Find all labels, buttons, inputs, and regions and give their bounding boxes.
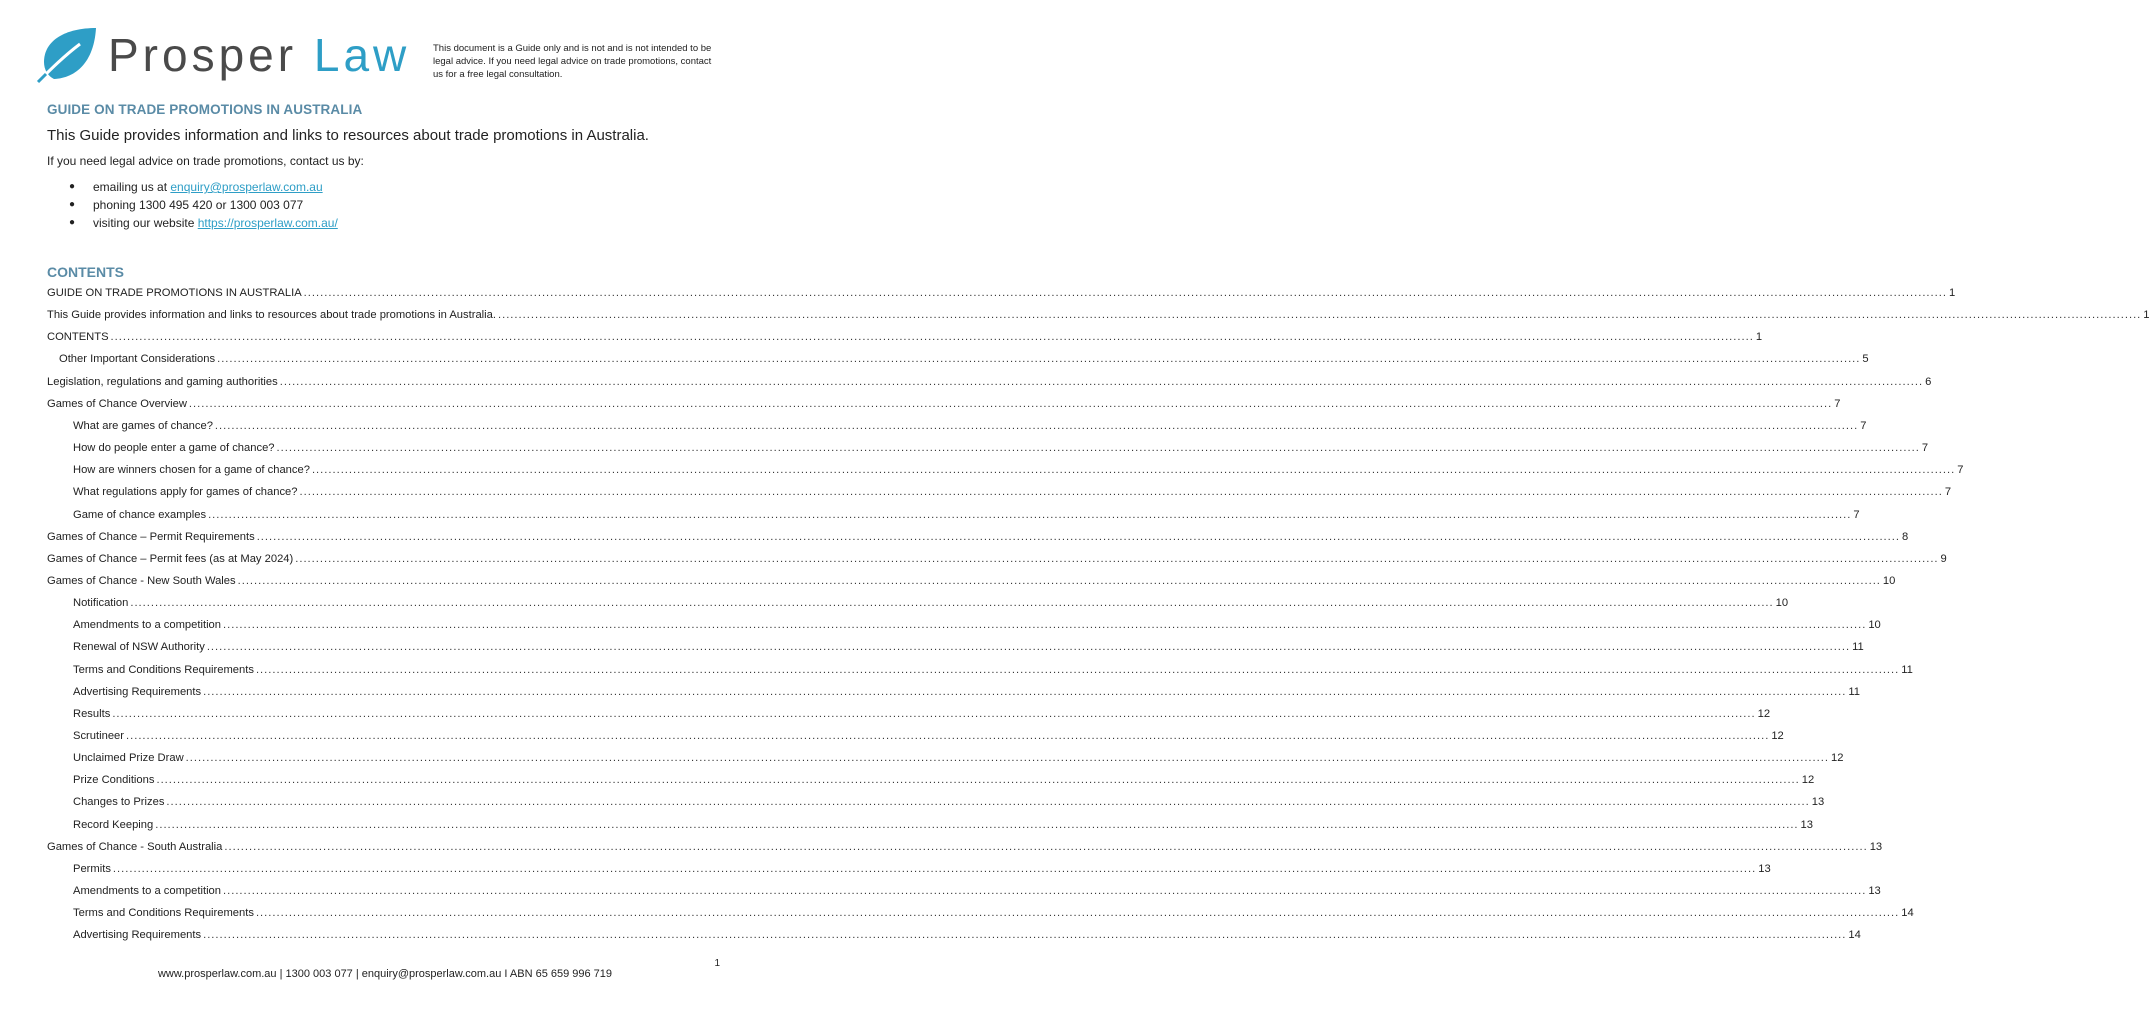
toc-entry-title: Terms and Conditions Requirements bbox=[73, 907, 254, 920]
brand-word-law: Law bbox=[313, 29, 411, 81]
toc-entry[interactable] bbox=[0, 840, 1883, 861]
toc-entry-title: Other Important Considerations bbox=[59, 353, 216, 366]
toc-dot-leader: ................................................................................................................................................................................................................................................................................................................................................................................................................ bbox=[311, 464, 1956, 477]
toc-entry-title: Advertising Requirements bbox=[73, 929, 202, 942]
toc-dot-leader: ................................................................................................................................................................................................................................................................................................................................................................................................................ bbox=[206, 641, 1851, 654]
toc-entry-title: Games of Chance - South Australia bbox=[47, 840, 223, 853]
toc-dot-leader: ................................................................................................................................................................................................................................................................................................................................................................................................................ bbox=[188, 397, 1833, 410]
toc-entry-page: 12 bbox=[1830, 752, 1844, 765]
toc-entry[interactable] bbox=[0, 375, 1932, 396]
toc-entry[interactable] bbox=[0, 552, 1947, 573]
toc-entry-page: 1 bbox=[1948, 287, 1956, 299]
toc-entry-page: 13 bbox=[1869, 840, 1883, 853]
toc-entry-title: Games of Chance – Permit Requirements bbox=[47, 530, 255, 543]
leaf-icon bbox=[36, 26, 100, 84]
toc-entry-page: 12 bbox=[1757, 707, 1771, 720]
toc-entry-title: What are games of chance? bbox=[73, 419, 213, 432]
toc-entry-title: Amendments to a competition bbox=[73, 885, 221, 898]
toc-entry-title: Games of Chance Overview bbox=[47, 397, 187, 410]
toc-entry-title: Terms and Conditions Requirements bbox=[73, 663, 254, 676]
prosper-law-logo bbox=[36, 26, 426, 84]
toc-dot-leader: ................................................................................................................................................................................................................................................................................................................................................................................................................ bbox=[295, 552, 1939, 565]
toc-entry[interactable] bbox=[0, 574, 1896, 595]
toc-entry-page: 10 bbox=[1775, 597, 1789, 610]
toc-dot-leader: ................................................................................................................................................................................................................................................................................................................................................................................................................ bbox=[203, 685, 1847, 698]
contact-email-label: emailing us at bbox=[93, 180, 171, 194]
toc-dot-leader: ................................................................................................................................................................................................................................................................................................................................................................................................................ bbox=[255, 663, 1900, 676]
toc-entry[interactable] bbox=[0, 907, 1914, 927]
toc-entry-page: 7 bbox=[1944, 486, 1952, 499]
website-link[interactable]: https://prosperlaw.com.au/ bbox=[197, 216, 338, 230]
bullet-icon: ● bbox=[69, 217, 76, 228]
contact-website-label: visiting our website bbox=[93, 216, 198, 230]
toc-dot-leader: ................................................................................................................................................................................................................................................................................................................................................................................................................ bbox=[126, 730, 1770, 742]
toc-dot-leader: ................................................................................................................................................................................................................................................................................................................................................................................................................ bbox=[166, 796, 1810, 809]
brand-word-prosper: Prosper bbox=[108, 29, 298, 81]
toc-entry-title: How do people enter a game of chance? bbox=[73, 442, 275, 455]
toc-dot-leader: ................................................................................................................................................................................................................................................................................................................................................................................................................ bbox=[299, 486, 1943, 499]
toc-entry[interactable] bbox=[0, 619, 1881, 639]
toc-entry-page: 9 bbox=[1940, 552, 1947, 565]
toc-entry-title: What regulations apply for games of chance? bbox=[73, 486, 298, 499]
disclaimer-text: This document is a Guide only and is not and is not intended to be legal advice. If you need legal advice on trade promotions, contact us for a free legal consultation. bbox=[433, 43, 712, 80]
toc-entry-page: 11 bbox=[1848, 685, 1861, 698]
page-number: 1 bbox=[714, 958, 720, 969]
toc-entry-page: 1 bbox=[1755, 331, 1763, 344]
toc-dot-leader: ................................................................................................................................................................................................................................................................................................................................................................................................................ bbox=[214, 419, 1859, 432]
toc-entry-page: 6 bbox=[1925, 375, 1932, 388]
toc-entry[interactable] bbox=[0, 419, 1867, 440]
toc-entry-title: Legislation, regulations and gaming authorities bbox=[47, 375, 278, 388]
toc-entry-title: Changes to Prizes bbox=[73, 796, 165, 809]
toc-entry[interactable] bbox=[0, 707, 1771, 728]
toc-entry[interactable] bbox=[0, 353, 1869, 373]
toc-dot-leader: ................................................................................................................................................................................................................................................................................................................................................................................................................ bbox=[223, 619, 1867, 632]
toc-entry[interactable] bbox=[0, 752, 1844, 772]
toc-dot-leader: ................................................................................................................................................................................................................................................................................................................................................................................................................ bbox=[130, 597, 1774, 610]
toc-dot-leader: ................................................................................................................................................................................................................................................................................................................................................................................................................ bbox=[255, 907, 1900, 920]
list-item bbox=[47, 178, 338, 196]
toc-dot-leader: ................................................................................................................................................................................................................................................................................................................................................................................................................ bbox=[155, 818, 1799, 831]
toc-entry[interactable] bbox=[0, 730, 1784, 750]
toc-entry-page: 10 bbox=[1882, 574, 1896, 587]
toc-entry-page: 10 bbox=[1868, 619, 1881, 632]
toc-entry-page: 13 bbox=[1758, 862, 1771, 875]
toc-dot-leader: ................................................................................................................................................................................................................................................................................................................................................................................................................ bbox=[279, 375, 1924, 388]
toc-dot-leader: ................................................................................................................................................................................................................................................................................................................................................................................................................ bbox=[185, 752, 1829, 765]
toc-dot-leader: ................................................................................................................................................................................................................................................................................................................................................................................................................ bbox=[256, 530, 1900, 543]
contact-intro: If you need legal advice on trade promotions, contact us by: bbox=[47, 154, 364, 168]
toc-entry-title: This Guide provides information and links to resources about trade promotions in Australia. bbox=[47, 309, 496, 322]
toc-entry[interactable] bbox=[0, 309, 2150, 329]
toc-dot-leader: ................................................................................................................................................................................................................................................................................................................................................................................................................ bbox=[276, 442, 1920, 455]
toc-entry-page: 12 bbox=[1771, 730, 1784, 742]
bullet-icon: ● bbox=[69, 181, 76, 192]
toc-entry-title: CONTENTS bbox=[47, 331, 109, 344]
bullet-icon: ● bbox=[69, 199, 76, 210]
page-footer: www.prosperlaw.com.au | 1300 003 077 | enquiry@prosperlaw.com.au I ABN 65 659 996 719 bbox=[157, 968, 613, 980]
toc-entry[interactable] bbox=[0, 287, 1956, 307]
contact-phone-label: phoning 1300 495 420 or 1300 003 077 bbox=[93, 198, 304, 212]
toc-entry-page: 1 bbox=[2143, 309, 2150, 322]
toc-entry-title: Game of chance examples bbox=[73, 508, 207, 521]
toc-entry-title: Scrutineer bbox=[73, 730, 124, 742]
list-item bbox=[47, 196, 338, 214]
toc-entry-page: 7 bbox=[1853, 508, 1860, 521]
toc-entry[interactable] bbox=[0, 885, 1881, 905]
toc-entry[interactable] bbox=[0, 685, 1861, 706]
toc-dot-leader: ................................................................................................................................................................................................................................................................................................................................................................................................................ bbox=[110, 331, 1754, 344]
toc-entry[interactable] bbox=[0, 397, 1841, 418]
toc-entry-page: 8 bbox=[1902, 530, 1909, 543]
toc-entry-title: Record Keeping bbox=[73, 818, 154, 831]
toc-entry-title: Amendments to a competition bbox=[73, 619, 221, 632]
toc-entry[interactable] bbox=[0, 486, 1952, 506]
toc-entry[interactable] bbox=[0, 508, 1860, 529]
toc-entry[interactable] bbox=[0, 929, 1861, 949]
toc-dot-leader: ................................................................................................................................................................................................................................................................................................................................................................................................................ bbox=[224, 840, 1868, 853]
toc-entry[interactable] bbox=[0, 774, 1815, 794]
contact-list bbox=[47, 178, 338, 232]
lead-paragraph: This Guide provides information and links to resources about trade promotions in Australia. bbox=[47, 127, 649, 144]
toc-dot-leader: ................................................................................................................................................................................................................................................................................................................................................................................................................ bbox=[203, 929, 1847, 942]
toc-entry[interactable] bbox=[0, 597, 1789, 617]
toc-entry-title: Games of Chance – Permit fees (as at May 2024) bbox=[47, 552, 294, 565]
toc-entry-page: 13 bbox=[1868, 885, 1881, 898]
toc-entry-title: Permits bbox=[73, 862, 111, 875]
toc-dot-leader: ................................................................................................................................................................................................................................................................................................................................................................................................................ bbox=[208, 508, 1852, 521]
toc-entry[interactable] bbox=[0, 663, 1913, 684]
toc-entry-page: 14 bbox=[1848, 929, 1861, 942]
toc-entry[interactable] bbox=[0, 464, 1964, 484]
toc-entry-title: GUIDE ON TRADE PROMOTIONS IN AUSTRALIA bbox=[47, 287, 302, 299]
toc-entry-page: 7 bbox=[1957, 464, 1964, 477]
toc-dot-leader: ................................................................................................................................................................................................................................................................................................................................................................................................................ bbox=[237, 574, 1881, 587]
toc-entry-page: 13 bbox=[1811, 796, 1825, 809]
toc-entry-page: 7 bbox=[1921, 442, 1929, 455]
toc-entry-title: Notification bbox=[73, 597, 129, 610]
toc-entry-page: 7 bbox=[1834, 397, 1841, 410]
toc-entry[interactable] bbox=[0, 641, 1864, 661]
toc-entry-page: 5 bbox=[1862, 353, 1869, 366]
toc-entry-page: 11 bbox=[1901, 663, 1913, 676]
toc-entry-title: How are winners chosen for a game of chance? bbox=[73, 464, 310, 477]
toc-entry-page: 11 bbox=[1852, 641, 1864, 654]
email-link[interactable]: enquiry@prosperlaw.com.au bbox=[170, 180, 323, 194]
contents-heading: CONTENTS bbox=[47, 264, 124, 280]
toc-entry-page: 7 bbox=[1860, 419, 1867, 432]
toc-dot-leader: ................................................................................................................................................................................................................................................................................................................................................................................................................ bbox=[112, 707, 1756, 720]
toc-entry-title: Prize Conditions bbox=[73, 774, 155, 787]
toc-entry-title: Advertising Requirements bbox=[73, 685, 202, 698]
toc-dot-leader: ................................................................................................................................................................................................................................................................................................................................................................................................................ bbox=[497, 309, 2142, 322]
toc-entry-title: Renewal of NSW Authority bbox=[73, 641, 205, 654]
toc-entry[interactable] bbox=[0, 818, 1813, 839]
toc-dot-leader: ................................................................................................................................................................................................................................................................................................................................................................................................................ bbox=[112, 862, 1757, 875]
toc-entry-title: Games of Chance - New South Wales bbox=[47, 574, 236, 587]
toc-entry-page: 12 bbox=[1801, 774, 1815, 787]
toc-entry[interactable] bbox=[0, 442, 1929, 462]
toc-dot-leader: ................................................................................................................................................................................................................................................................................................................................................................................................................ bbox=[217, 353, 1861, 366]
list-item bbox=[47, 214, 338, 232]
toc-entry-title: Results bbox=[73, 707, 111, 720]
toc-entry[interactable] bbox=[0, 862, 1771, 883]
toc-entry-page: 14 bbox=[1901, 907, 1914, 920]
toc-dot-leader: ................................................................................................................................................................................................................................................................................................................................................................................................................ bbox=[156, 774, 1800, 787]
toc-dot-leader: ................................................................................................................................................................................................................................................................................................................................................................................................................ bbox=[303, 287, 1947, 299]
guide-heading: GUIDE ON TRADE PROMOTIONS IN AUSTRALIA bbox=[47, 102, 363, 117]
toc-entry[interactable] bbox=[0, 530, 1909, 551]
toc-entry-page: 13 bbox=[1800, 818, 1813, 831]
brand-name bbox=[108, 30, 410, 80]
toc-entry[interactable] bbox=[0, 331, 1763, 351]
toc-entry[interactable] bbox=[0, 796, 1825, 816]
toc-entry-title: Unclaimed Prize Draw bbox=[73, 752, 184, 765]
toc-dot-leader: ................................................................................................................................................................................................................................................................................................................................................................................................................ bbox=[223, 885, 1867, 898]
